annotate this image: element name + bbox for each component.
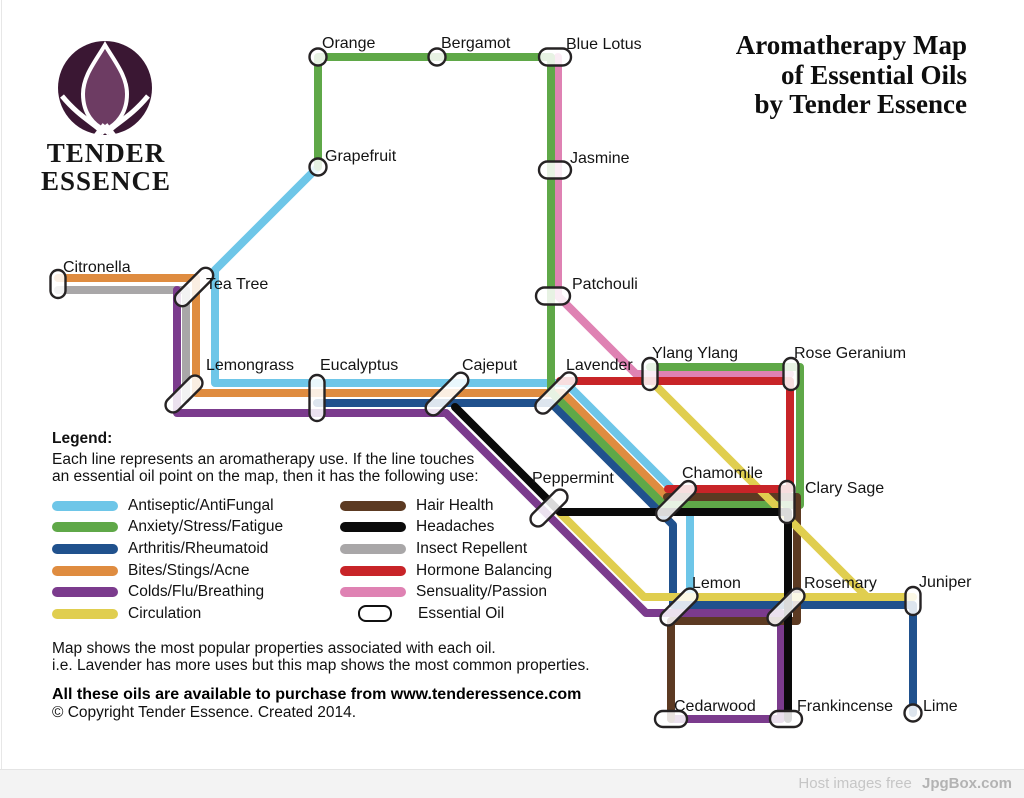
purchase-info: All these oils are available to purchase from www.tenderessence.com xyxy=(52,686,582,703)
hair-health-line-swatch-icon xyxy=(340,501,406,511)
legend-item-label: Headaches xyxy=(416,518,495,536)
copyright-text: © Copyright Tender Essence. Created 2014. xyxy=(52,704,357,721)
legend-description-line2: an essential oil point on the map, then it has the following use: xyxy=(52,468,479,485)
legend-item-label: Sensuality/Passion xyxy=(416,583,547,601)
legend-item-hormone-balancing xyxy=(340,560,552,582)
note-lavender-example: i.e. Lavender has more uses but this map shows the most common properties. xyxy=(52,657,590,674)
station-label-juniper: Juniper xyxy=(919,574,972,591)
circulation-line-swatch-icon xyxy=(52,609,118,619)
insect-repellent-line-swatch-icon xyxy=(340,544,406,554)
hormone-balancing-line-swatch-icon xyxy=(340,566,406,576)
station-jasmine[interactable] xyxy=(539,162,571,179)
station-label-ylang-ylang: Ylang Ylang xyxy=(652,345,738,362)
bites-stings-acne-line-swatch-icon xyxy=(52,566,118,576)
legend-item-circulation xyxy=(52,603,283,625)
station-label-tea-tree: Tea Tree xyxy=(206,276,269,293)
legend-item-bites-stings-acne xyxy=(52,560,283,582)
station-label-chamomile: Chamomile xyxy=(682,465,763,482)
legend-item-label: Insect Repellent xyxy=(416,539,528,557)
essential-oil-station-icon xyxy=(358,605,392,622)
line-insect-repellent xyxy=(58,290,186,399)
sensuality-passion-line-swatch-icon xyxy=(340,587,406,597)
brand-name-line1: TENDER xyxy=(46,138,166,168)
station-label-bergamot: Bergamot xyxy=(441,35,511,52)
legend-item-arthritis-rheumatoid xyxy=(52,538,283,560)
legend-item-label: Hormone Balancing xyxy=(416,561,553,579)
legend-item-label: Essential Oil xyxy=(418,604,505,622)
station-eucalyptus[interactable] xyxy=(310,375,325,421)
legend-item-sensuality-passion xyxy=(340,581,552,603)
legend-item-headaches xyxy=(340,517,552,539)
station-label-citronella: Citronella xyxy=(63,259,131,276)
arthritis-rheumatoid-line-swatch-icon xyxy=(52,544,118,554)
legend-item-label: Colds/Flu/Breathing xyxy=(128,583,265,601)
brand-name-line2: ESSENCE xyxy=(40,166,172,196)
station-label-rose-geranium: Rose Geranium xyxy=(794,345,907,362)
station-clary-sage[interactable] xyxy=(780,481,795,523)
station-label-orange: Orange xyxy=(322,35,376,52)
antiseptic-antifungal-line-swatch-icon xyxy=(52,501,118,511)
legend-heading: Legend: xyxy=(52,430,113,447)
legend-column-1 xyxy=(52,495,283,625)
page-title-line1: Aromatherapy Map xyxy=(735,30,967,60)
watermark-text: Host images free xyxy=(798,775,912,792)
station-label-lavender: Lavender xyxy=(566,357,633,374)
station-label-patchouli: Patchouli xyxy=(572,276,638,293)
station-lime[interactable] xyxy=(905,705,922,722)
legend-item-label: Bites/Stings/Acne xyxy=(128,561,250,579)
legend-item-essential-oil xyxy=(340,603,552,625)
station-label-lemongrass: Lemongrass xyxy=(206,357,295,374)
legend-item-label: Antiseptic/AntiFungal xyxy=(128,496,274,514)
station-label-peppermint: Peppermint xyxy=(532,470,614,487)
legend-item-hair-health xyxy=(340,495,552,517)
station-label-lemon: Lemon xyxy=(692,575,741,592)
station-grapefruit[interactable] xyxy=(310,159,327,176)
legend-item-label: Anxiety/Stress/Fatigue xyxy=(128,518,284,536)
station-label-frankincense: Frankincense xyxy=(797,698,894,715)
page-title-line2: of Essential Oils xyxy=(780,59,967,90)
legend-column-2 xyxy=(340,495,552,625)
legend-item-colds-flu-breathing xyxy=(52,581,283,603)
legend-item-label: Hair Health xyxy=(416,496,494,514)
legend-item-label: Circulation xyxy=(128,604,202,622)
station-label-jasmine: Jasmine xyxy=(570,150,630,167)
headaches-line-swatch-icon xyxy=(340,522,406,532)
station-label-eucalyptus: Eucalyptus xyxy=(320,357,399,374)
station-label-cajeput: Cajeput xyxy=(462,357,518,374)
station-label-blue-lotus: Blue Lotus xyxy=(566,36,642,53)
page-title-line3: by Tender Essence xyxy=(754,89,967,119)
station-label-grapefruit: Grapefruit xyxy=(325,148,397,165)
watermark-brand: JpgBox.com xyxy=(921,775,1012,792)
anxiety-stress-fatigue-line-swatch-icon xyxy=(52,522,118,532)
note-popular-properties: Map shows the most popular properties associated with each oil. xyxy=(52,640,496,657)
station-label-rosemary: Rosemary xyxy=(804,575,877,592)
legend-item-label: Arthritis/Rheumatoid xyxy=(128,539,269,557)
station-label-cedarwood: Cedarwood xyxy=(674,698,756,715)
line-sensuality-passion xyxy=(558,57,790,374)
station-patchouli[interactable] xyxy=(536,288,570,305)
legend-item-insect-repellent xyxy=(340,538,552,560)
colds-flu-breathing-line-swatch-icon xyxy=(52,587,118,597)
legend-item-antiseptic-antifungal xyxy=(52,495,283,517)
station-label-lime: Lime xyxy=(923,698,958,715)
host-watermark-bar xyxy=(0,769,1024,798)
station-label-clary-sage: Clary Sage xyxy=(805,480,885,497)
legend-description-line1: Each line represents an aromatherapy use. If the line touches xyxy=(52,451,475,468)
legend-item-anxiety-stress-fatigue xyxy=(52,517,283,539)
